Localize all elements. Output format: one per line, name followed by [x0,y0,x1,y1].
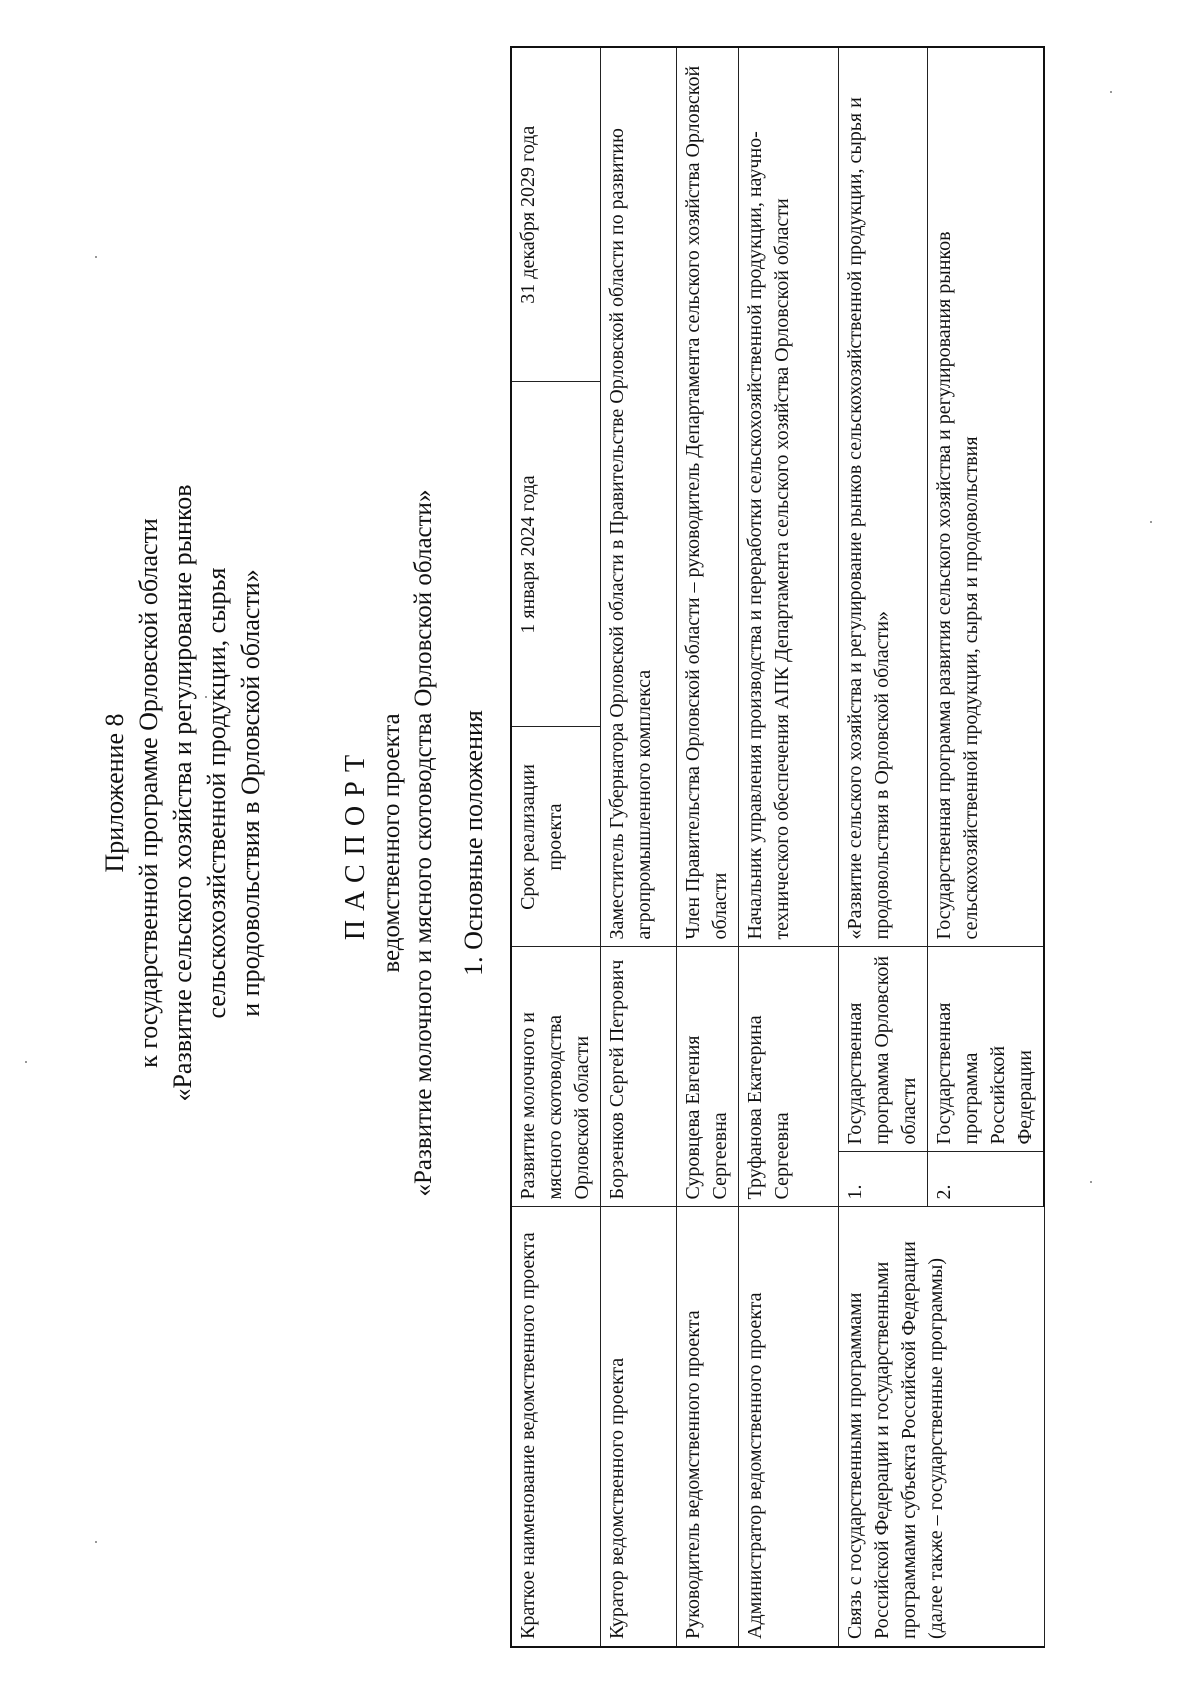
curator-label: Куратор ведомственного проекта [601,1207,677,1647]
head-label: Руководитель ведомственного проекта [677,1207,739,1647]
passport-subtitle [376,343,440,1343]
short-name-value: Развитие молочного и мясного скотоводства Орловской области [511,947,601,1207]
administrator-name: Труфанова Екатерина Сергеевна [739,947,839,1207]
appendix-line: сельскохозяйственной продукции, сырья [202,567,231,1019]
passport-subtitle-line: ведомственного проекта [378,713,405,973]
program-link-number: 1. [839,1152,928,1207]
scan-speck [1110,91,1112,93]
term-end: 31 декабря 2029 года [511,47,601,382]
appendix-number: Приложение 8 [100,713,129,873]
table-row-curator [601,47,677,1647]
appendix-line: «Развитие сельского хозяйства и регулирование рынков [168,484,197,1102]
program-link-name: Государственная программа развития сельского хозяйства и регулирования рынков сельскохозяйственной продукции, сырья и продовольствия [928,47,1045,947]
head-name: Суровцева Евгения Сергеевна [677,947,739,1207]
appendix-heading [98,263,268,1323]
scan-speck [25,1061,27,1063]
scan-speck [1090,1181,1092,1183]
scan-speck [95,256,97,258]
scan-speck [95,1541,97,1543]
administrator-position: Начальник управления производства и переработки сельскохозяйственной продукции, научно-технического обеспечения АПК Департамента сельского хозяйства Орловской области [739,47,839,947]
table-row-short-name [511,47,601,1647]
appendix-line: к государственной программе Орловской области [134,518,163,1068]
section-title: 1. Основные положения [459,710,488,976]
program-links-label: Связь с государственными программами Российской Федерации и государственными программами субъекта Российской Федерации (далее также – государственные программы) [839,1207,1045,1647]
passport-title: ПАСПОРТ [340,745,371,941]
head-position: Член Правительства Орловской области – руководитель Департамента сельского хозяйства Орловской области [677,47,739,947]
program-link-number: 2. [928,1152,1045,1207]
passport-subtitle-line: «Развитие молочного и мясного скотоводства Орловской области» [410,489,437,1197]
table-row-program-link [839,47,928,1647]
term-start: 1 января 2024 года [511,382,601,727]
program-link-type: Государственная программа Российской Федерации [928,947,1045,1152]
short-name-label: Краткое наименование ведомственного проекта [511,1207,601,1647]
scan-speck [1150,521,1152,523]
passport-table [510,46,1045,1648]
program-link-name: «Развитие сельского хозяйства и регулирование рынков сельскохозяйственной продукции, сырья и продовольствия в Орловской области» [839,47,928,947]
table-row-administrator [739,47,839,1647]
appendix-line: и продовольствия в Орловской области» [236,569,265,1017]
table-row-head [677,47,739,1647]
curator-name: Борзенков Сергей Петрович [601,947,677,1207]
curator-position: Заместитель Губернатора Орловской области в Правительстве Орловской области по развитию агропромышленного комплекса [601,47,677,947]
administrator-label: Администратор ведомственного проекта [739,1207,839,1647]
program-link-type: Государственная программа Орловской области [839,947,928,1152]
term-label: Срок реализации проекта [511,727,601,947]
